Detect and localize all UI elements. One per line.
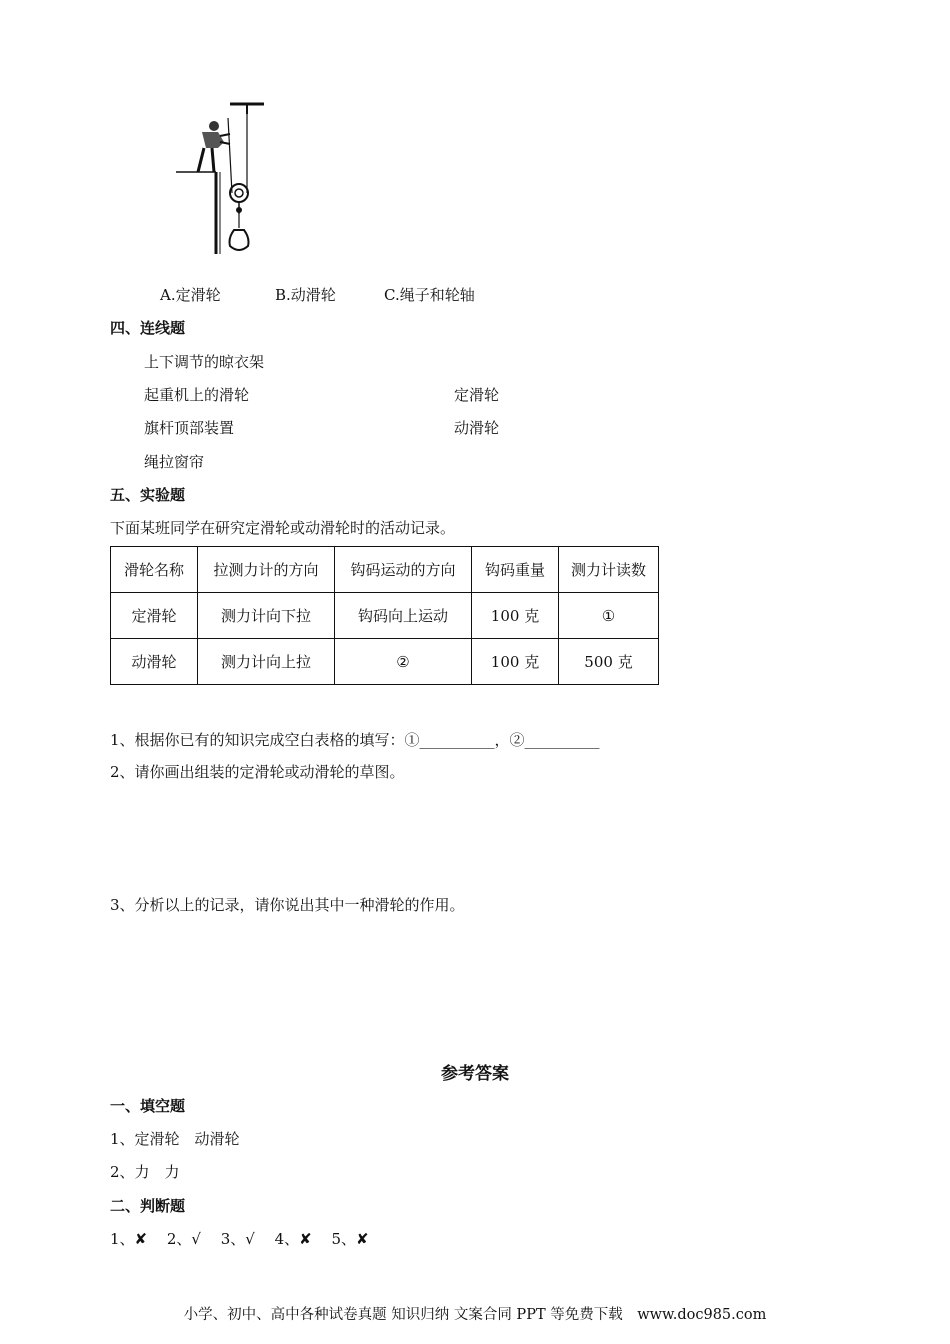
experiment-table [110,546,659,685]
answers-sec1-heading: 一、填空题 [110,1097,186,1115]
table-cell: 100 克 [472,639,559,685]
option-c: C.绳子和轮轴 [384,286,475,304]
table-cell: 测力计向上拉 [198,639,335,685]
table-cell: 定滑轮 [111,593,198,639]
answers-title: 参考答案 [441,1064,509,1084]
table-header-cell: 钩码运动的方向 [335,547,472,593]
table-row [111,593,659,639]
pulley-illustration-icon [172,98,272,258]
answers-sec2-heading: 二、判断题 [110,1197,186,1215]
match-right-item: 定滑轮 [454,386,500,404]
table-cell: ② [335,639,472,685]
table-cell: 测力计向下拉 [198,593,335,639]
section5-heading: 五、实验题 [110,486,186,504]
question-3: 3、分析以上的记录，请你说出其中一种滑轮的作用。 [110,896,465,914]
match-left-item: 旗杆顶部装置 [144,419,235,437]
answer-line: 1、定滑轮 动滑轮 [110,1130,240,1148]
match-left-item: 起重机上的滑轮 [144,386,250,404]
option-b: B.动滑轮 [275,286,336,304]
section4-heading: 四、连线题 [110,319,186,337]
table-cell: 500 克 [559,639,659,685]
question-1: 1、根据你已有的知识完成空白表格的填写：①__________，②__________ [110,731,600,749]
table-cell: 钩码向上运动 [335,593,472,639]
table-header-cell: 钩码重量 [472,547,559,593]
match-left-item: 上下调节的晾衣架 [144,353,265,371]
answer-line: 1、✘ 2、√ 3、√ 4、✘ 5、✘ [110,1230,369,1248]
page-footer: 小学、初中、高中各种试卷真题 知识归纳 文案合同 PPT 等免费下载 www.doc985.com [183,1307,767,1323]
table-header-row [111,547,659,593]
table-header-cell: 滑轮名称 [111,547,198,593]
table-header-cell: 测力计读数 [559,547,659,593]
table-row [111,639,659,685]
section5-intro: 下面某班同学在研究定滑轮或动滑轮时的活动记录。 [110,519,456,537]
answer-line: 2、力 力 [110,1163,180,1181]
match-right-item: 动滑轮 [454,419,500,437]
table-header-cell: 拉测力计的方向 [198,547,335,593]
question-2: 2、请你画出组装的定滑轮或动滑轮的草图。 [110,763,405,781]
match-left-item: 绳拉窗帘 [144,453,205,471]
option-a: A.定滑轮 [160,286,221,304]
table-cell: ① [559,593,659,639]
table-cell: 动滑轮 [111,639,198,685]
table-cell: 100 克 [472,593,559,639]
